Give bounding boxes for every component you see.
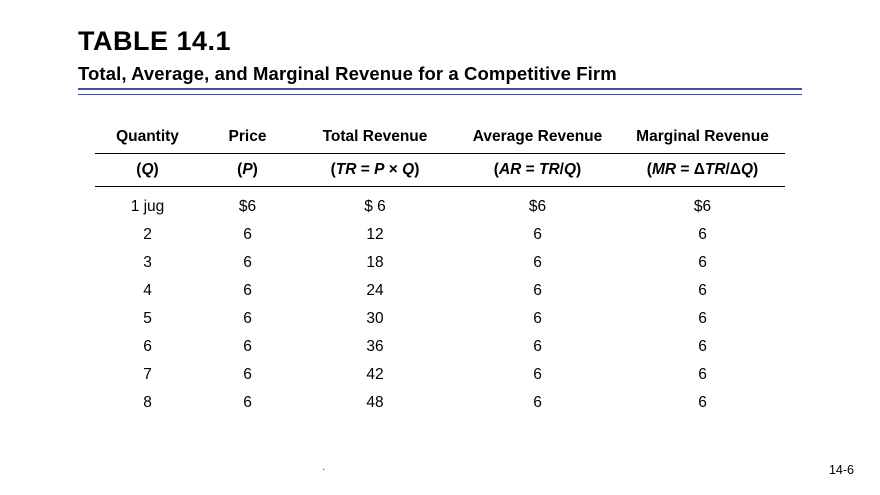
page-title: TABLE 14.1: [78, 26, 232, 56]
cell-price: 6: [243, 226, 252, 243]
page-subtitle: Total, Average, and Marginal Revenue for a Competitive Firm: [78, 63, 617, 85]
cell-average-revenue: 6: [533, 310, 542, 327]
table-row: [95, 277, 785, 305]
title-divider: [78, 88, 802, 95]
cell-marginal-revenue: 6: [698, 282, 707, 299]
cell-average-revenue: 6: [533, 366, 542, 383]
page-number: 14-6: [828, 463, 854, 477]
cell-quantity: 1 jug: [130, 198, 165, 215]
cell-total-revenue: 30: [366, 310, 384, 327]
cell-quantity: 7: [143, 366, 152, 383]
cell-total-revenue: 42: [366, 366, 384, 383]
column-subheader-average-revenue: (AR = TR/Q): [493, 161, 582, 178]
cell-price: 6: [243, 338, 252, 355]
cell-marginal-revenue: 6: [698, 338, 707, 355]
column-subheader-price: (P): [237, 161, 258, 178]
cell-total-revenue: $ 6: [364, 198, 386, 215]
table-row: [95, 333, 785, 361]
cell-quantity: 3: [143, 254, 152, 271]
cell-total-revenue: 36: [366, 338, 384, 355]
cell-average-revenue: $6: [528, 198, 547, 215]
table-row: [95, 361, 785, 389]
table-row: [95, 249, 785, 277]
cell-price: 6: [243, 366, 252, 383]
cell-average-revenue: 6: [533, 338, 542, 355]
cell-average-revenue: 6: [533, 394, 542, 411]
cell-price: 6: [243, 310, 252, 327]
cell-quantity: 8: [143, 394, 152, 411]
cell-total-revenue: 12: [366, 226, 384, 243]
cell-marginal-revenue: 6: [698, 310, 707, 327]
column-header-marginal-revenue: Marginal Revenue: [636, 128, 769, 145]
column-header-total-revenue: Total Revenue: [322, 128, 428, 145]
cell-marginal-revenue: 6: [698, 366, 707, 383]
footer-mark: .: [322, 459, 326, 473]
column-header-price: Price: [228, 128, 267, 145]
cell-total-revenue: 18: [366, 254, 384, 271]
table-row: [95, 305, 785, 333]
revenue-table: [95, 128, 785, 417]
cell-quantity: 4: [143, 282, 152, 299]
cell-average-revenue: 6: [533, 282, 542, 299]
table-row: [95, 389, 785, 417]
cell-price: $6: [238, 198, 257, 215]
cell-quantity: 5: [143, 310, 152, 327]
table-row: [95, 187, 785, 221]
cell-price: 6: [243, 254, 252, 271]
column-header-quantity: Quantity: [116, 128, 179, 145]
cell-price: 6: [243, 282, 252, 299]
cell-marginal-revenue: 6: [698, 226, 707, 243]
column-subheader-quantity: (Q): [136, 161, 159, 178]
cell-total-revenue: 24: [366, 282, 384, 299]
cell-average-revenue: 6: [533, 226, 542, 243]
table-header-row: [95, 128, 785, 153]
cell-total-revenue: 48: [366, 394, 384, 411]
cell-quantity: 6: [143, 338, 152, 355]
cell-average-revenue: 6: [533, 254, 542, 271]
column-subheader-total-revenue: (TR = P × Q): [330, 161, 420, 178]
table-row: [95, 221, 785, 249]
table-subheader-row: [95, 154, 785, 186]
column-header-average-revenue: Average Revenue: [472, 128, 603, 145]
cell-marginal-revenue: $6: [693, 198, 712, 215]
cell-price: 6: [243, 394, 252, 411]
cell-quantity: 2: [143, 226, 152, 243]
revenue-table-container: [95, 128, 785, 417]
title-block: [78, 26, 802, 85]
cell-marginal-revenue: 6: [698, 254, 707, 271]
cell-marginal-revenue: 6: [698, 394, 707, 411]
column-subheader-marginal-revenue: (MR = ΔTR/ΔQ): [646, 161, 759, 178]
